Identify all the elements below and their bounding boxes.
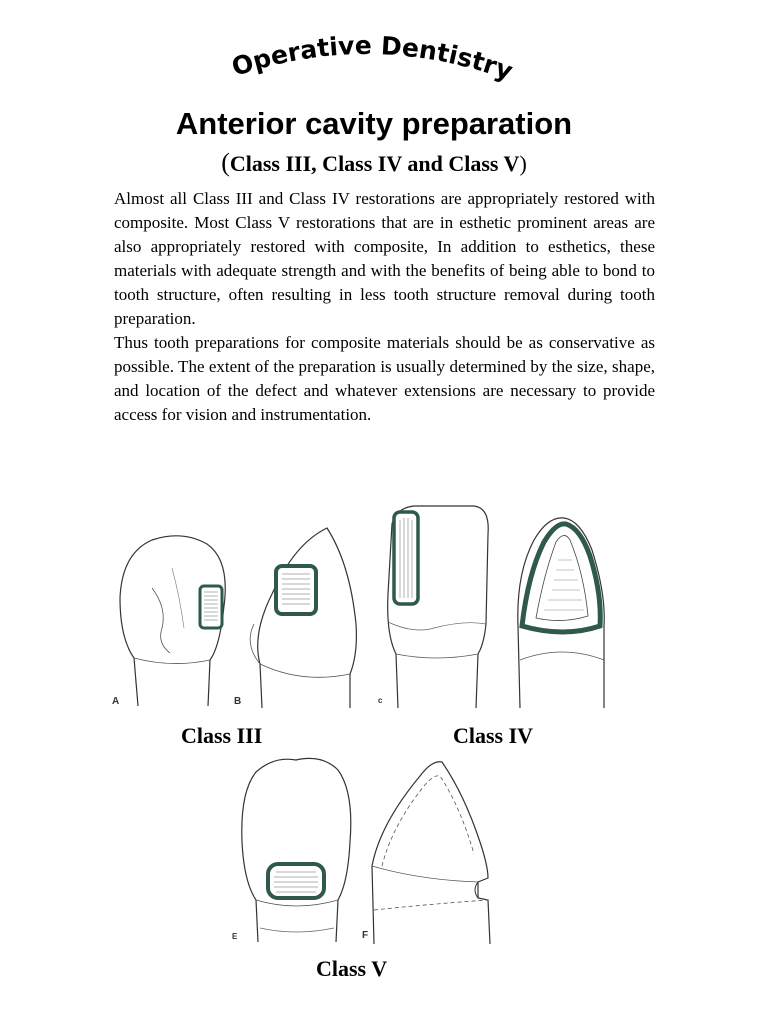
label-class-iv: Class IV: [453, 723, 534, 748]
label-class-iii: Class III: [181, 723, 263, 748]
figure-b-illustration: [232, 524, 362, 710]
header-title: [0, 18, 768, 88]
figure-letter-c: c: [378, 696, 383, 705]
figure-f-illustration: [360, 754, 498, 946]
label-class-v: Class V: [316, 956, 388, 981]
figure-c-illustration: [374, 504, 498, 710]
figure-e-tooth: [230, 752, 362, 946]
page-title: Anterior cavity preparation: [175, 106, 573, 141]
figure-b-tooth: [232, 524, 362, 710]
page-subtitle: [0, 148, 748, 179]
subtitle-paren-close: ): [519, 151, 527, 176]
figure-letter-b: B: [234, 696, 242, 707]
body-text: [114, 187, 655, 427]
figure-c-tooth: [374, 504, 498, 710]
figure-letter-f: F: [362, 930, 369, 941]
paragraph-1: Almost all Class III and Class IV restorations are appropriately restored with composite. Most Class V restorations that are in esthetic prominent areas are also appropriately restored with composite, In addition to esthetics, these materials with adequate strength and with the benefits of being able to bond to tooth structure, often resulting in less tooth structure removal during tooth preparation.: [114, 189, 655, 328]
subtitle-text: Class III, Class IV and Class V: [229, 151, 520, 176]
figure-letter-a: A: [112, 696, 120, 707]
figure-a-tooth: [112, 528, 242, 708]
figure-d-illustration: [514, 514, 614, 710]
figure-letter-e: E: [232, 932, 238, 941]
header-title-text: Operative Dentistry: [228, 30, 517, 86]
figure-d-tooth: [514, 514, 614, 710]
figure-e-illustration: [230, 752, 362, 946]
figure-f-tooth: [360, 754, 498, 946]
subtitle-paren-open: (: [221, 148, 230, 177]
paragraph-2: Thus tooth preparations for composite materials should be as conservative as possible. The extent of the preparation is usually determined by the size, shape, and location of the defect and whatever extensions are necessary to provide access for vision and instrumentation.: [114, 333, 655, 424]
figure-a-illustration: [112, 528, 242, 708]
